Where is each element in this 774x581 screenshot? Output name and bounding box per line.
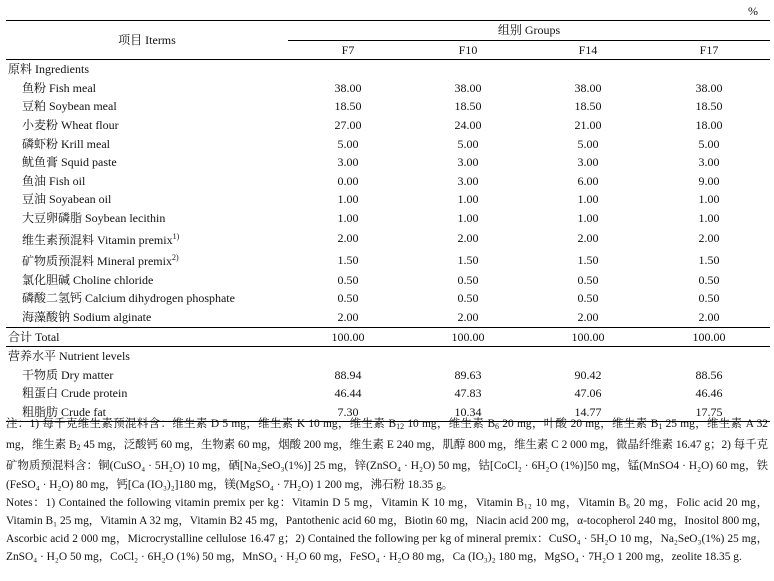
row-label: 海藻酸钠 Sodium alginate — [22, 309, 152, 324]
table-row — [6, 289, 770, 308]
cell-value: 5.00 — [698, 136, 720, 151]
cell-value: 1.50 — [577, 252, 599, 267]
cell-value: 0.50 — [577, 291, 599, 306]
cell-value: 7.30 — [337, 404, 359, 419]
cell-value: 2.00 — [577, 309, 599, 324]
cell-value: 38.00 — [334, 80, 362, 95]
cell-value: 0.50 — [457, 291, 479, 306]
table-row — [6, 228, 770, 250]
cell-value: 1.00 — [457, 210, 479, 225]
cell-value: 0.50 — [337, 291, 359, 306]
table-row — [6, 190, 770, 209]
cell-value: 1.50 — [457, 252, 479, 267]
table-row — [6, 135, 770, 154]
cell-value: 3.00 — [337, 155, 359, 170]
table-row — [6, 172, 770, 191]
row-label: 维生素预混料 Vitamin premix$^{1)}$ — [22, 231, 180, 247]
group-header-f10: F10 — [458, 42, 478, 57]
cell-value: 1.00 — [457, 192, 479, 207]
footnote-marker: 2) — [171, 253, 179, 263]
cell-value: 21.00 — [574, 117, 602, 132]
cell-value: 2.00 — [337, 231, 359, 246]
cell-value: 89.63 — [454, 367, 482, 382]
cell-value: 6.00 — [577, 173, 599, 188]
row-label: 干物质 Dry matter — [22, 367, 114, 382]
cell-value: 5.00 — [577, 136, 599, 151]
total-value: 100.00 — [571, 329, 605, 344]
group-header-f14: F14 — [578, 42, 598, 57]
cell-value: 90.42 — [574, 367, 602, 382]
table-row — [6, 271, 770, 290]
notes-chinese: 注：1) 每千克维生素预混料含：维生素 D 5 mg，维生素 K 10 mg，维生素 $B_{12}$ 10 mg，维生素 $B_6$ 20 mg，叶酸 20 mg，维生素 $B_1$ 25 mg，维生素 A 32 mg，维生素 $B_2$ 45 mg，泛酸钙 60 mg，生物素 60 mg，烟酸 200 mg，维生素 E 240 mg，肌醇 800 mg，维生素 C 2 000 mg，微晶纤维素 16.47 g；2) 每千克矿物质预混料含：铜(CuSO₄ · 5H₂O) 10 mg，硒[Na₂SeO₃(1%)] 25 mg，锌(ZnSO₄ · H₂O) 50 mg，钴[CoCl₂ · 6H₂O (1%)]50 mg，锰(MnSO4 · H₂O) 60 mg，铁(FeSO₄ · H₂O) 80 mg，钙[Ca (IO₃)₂]180 mg，镁(MgSO₄ · 7H₂O) 1 200 mg，沸石粉 18.35 g。 — [6, 418, 768, 491]
group-header-f17: F17 — [699, 42, 719, 57]
cell-value: 38.00 — [574, 80, 602, 95]
cell-value: 38.00 — [695, 80, 723, 95]
row-label: 粗蛋白 Crude protein — [22, 386, 128, 401]
cell-value: 0.50 — [577, 272, 599, 287]
cell-value: 1.00 — [698, 192, 720, 207]
notes-english: Notes：1) Contained the following vitamin premix per kg：Vitamin D 5 mg，Vitamin K 10 mg，Vitamin B₁₂ 10 mg，Vitamin B₆ 20 mg，Folic acid 20 mg，Vitamin B₁ 25 mg，Vitamin A 32 mg，Vitamin B2 45 mg，Pantothenic acid 60 mg，Biotin 60 mg，Niacin acid 200 mg，α-tocopherol 240 mg，Inositol 800 mg，Ascorbic acid 2 000 mg，Microcrystalline cellulose 16.47 g；2) Contained the following per kg of mineral premix：CuSO₄ · 5H₂O 10 mg，Na₂SeO₃(1%) 25 mg，ZnSO₄ · H₂O 50 mg，CoCl₂ · 6H₂O (1%) 50 mg，MnSO₄ · H₂O 60 mg，FeSO₄ · H₂O 80 mg，Ca (IO₃)₂ 180 mg，MgSO₄ · 7H₂O 1 200 mg，zeolite 18.35 g. — [6, 496, 768, 564]
section-title-ingredients: 原料 Ingredients — [8, 62, 89, 77]
cell-value: 2.00 — [577, 231, 599, 246]
cell-value: 3.00 — [457, 173, 479, 188]
row-label: 豆粕 Soybean meal — [22, 99, 117, 114]
row-label: 小麦粉 Wheat flour — [22, 117, 119, 132]
cell-value: 0.50 — [457, 272, 479, 287]
unit-label: % — [748, 4, 758, 18]
cell-value: 18.50 — [334, 99, 362, 114]
section-title-nutrients: 营养水平 Nutrient levels — [8, 349, 130, 364]
cell-value: 9.00 — [698, 173, 720, 188]
cell-value: 2.00 — [457, 231, 479, 246]
cell-value: 3.00 — [698, 155, 720, 170]
cell-value: 47.83 — [454, 386, 482, 401]
table-row — [6, 384, 770, 403]
table-row — [6, 79, 770, 98]
cell-value: 2.00 — [698, 309, 720, 324]
row-label: 豆油 Soyabean oil — [22, 192, 112, 207]
total-label: 合计 Total — [8, 329, 60, 344]
cell-value: 10.34 — [454, 404, 482, 419]
cell-value: 88.94 — [334, 367, 362, 382]
cell-value: 47.06 — [574, 386, 602, 401]
cell-value: 1.00 — [698, 210, 720, 225]
table-row — [6, 249, 770, 271]
row-label: 大豆卵磷脂 Soybean lecithin — [22, 210, 166, 225]
cell-value: 38.00 — [454, 80, 482, 95]
row-label: 氯化胆碱 Choline chloride — [22, 272, 154, 287]
total-value: 100.00 — [451, 329, 485, 344]
cell-value: 24.00 — [454, 117, 482, 132]
cell-value: 27.00 — [334, 117, 362, 132]
cell-value: 0.00 — [337, 173, 359, 188]
cell-value: 3.00 — [457, 155, 479, 170]
table-row — [6, 116, 770, 135]
cell-value: 1.00 — [577, 210, 599, 225]
table-row — [6, 209, 770, 228]
cell-value: 0.50 — [337, 272, 359, 287]
table-row — [6, 97, 770, 116]
cell-value: 0.50 — [698, 272, 720, 287]
table-row — [6, 366, 770, 385]
cell-value: 88.56 — [695, 367, 723, 382]
row-label: 粗脂肪 Crude fat — [22, 404, 106, 419]
total-value: 100.00 — [692, 329, 726, 344]
cell-value: 46.46 — [695, 386, 723, 401]
cell-value: 1.50 — [337, 252, 359, 267]
cell-value: 14.77 — [574, 404, 602, 419]
cell-value: 46.44 — [334, 386, 362, 401]
cell-value: 1.00 — [337, 210, 359, 225]
table-notes — [6, 415, 768, 567]
footnote-marker: 1) — [172, 231, 180, 241]
cell-value: 18.50 — [695, 99, 723, 114]
cell-value: 2.00 — [337, 309, 359, 324]
table-row — [6, 153, 770, 172]
cell-value: 1.00 — [577, 192, 599, 207]
groups-header: 组别 Groups — [288, 21, 770, 41]
cell-value: 5.00 — [457, 136, 479, 151]
table-row — [6, 308, 770, 327]
group-header-f7: F7 — [341, 42, 355, 57]
cell-value: 2.00 — [457, 309, 479, 324]
cell-value: 18.50 — [454, 99, 482, 114]
total-value: 100.00 — [331, 329, 365, 344]
cell-value: 17.75 — [695, 404, 723, 419]
row-label: 矿物质预混料 Mineral premix$^{2)}$ — [22, 253, 179, 269]
diet-formulation-table — [6, 20, 770, 422]
row-label: 鱼粉 Fish meal — [22, 80, 96, 95]
cell-value: 5.00 — [337, 136, 359, 151]
cell-value: 18.50 — [574, 99, 602, 114]
row-label: 鱿鱼膏 Squid paste — [22, 155, 117, 170]
row-label: 磷酸二氢钙 Calcium dihydrogen phosphate — [22, 291, 235, 306]
cell-value: 18.00 — [695, 117, 723, 132]
row-label: 鱼油 Fish oil — [22, 173, 86, 188]
cell-value: 1.00 — [337, 192, 359, 207]
cell-value: 0.50 — [698, 291, 720, 306]
cell-value: 2.00 — [698, 231, 720, 246]
row-label: 磷虾粉 Krill meal — [22, 136, 110, 151]
cell-value: 1.50 — [698, 252, 720, 267]
cell-value: 3.00 — [577, 155, 599, 170]
item-column-header: 项目 Iterms — [118, 32, 176, 47]
